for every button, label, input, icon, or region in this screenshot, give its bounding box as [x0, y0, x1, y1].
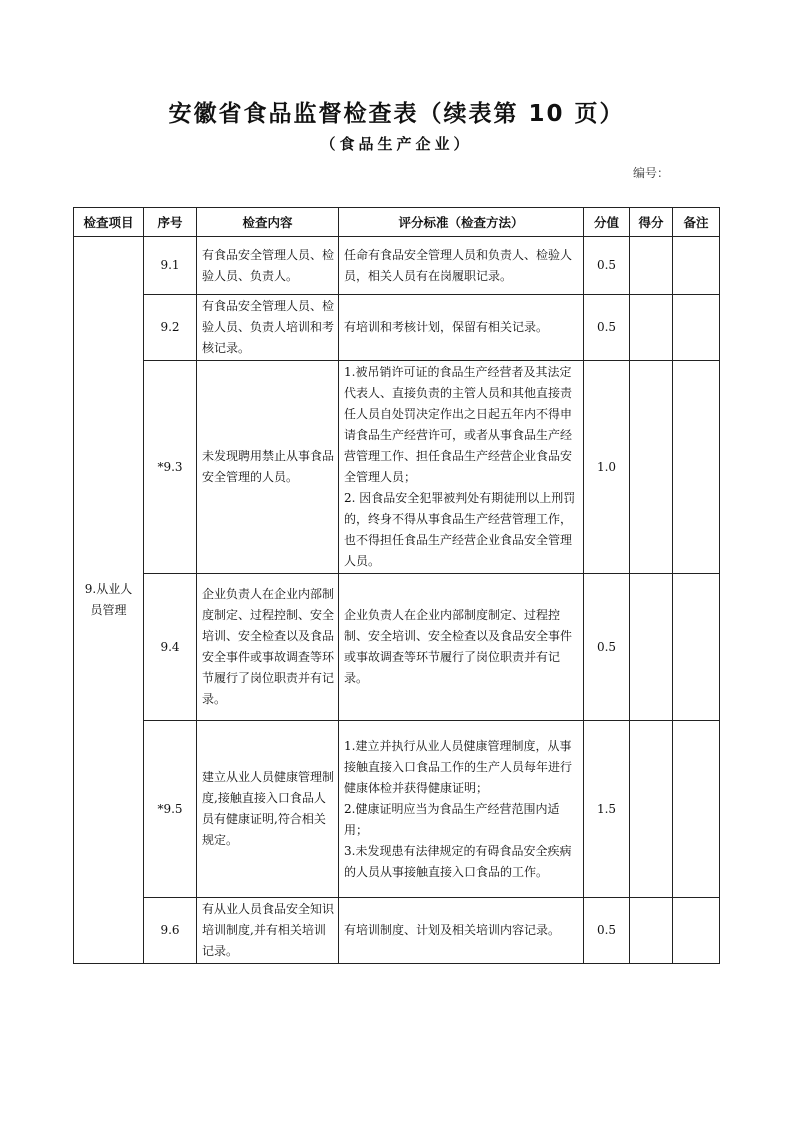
category-label: 9.从业人员管理 — [84, 582, 133, 617]
col-header-no: 序号 — [144, 208, 197, 237]
table-row — [74, 295, 720, 361]
row-note-input[interactable] — [673, 237, 720, 295]
row-got-input[interactable] — [630, 361, 673, 574]
row-got-input[interactable] — [630, 574, 673, 721]
page-title: 安徽省食品监督检查表（续表第 10 页） — [168, 101, 625, 127]
row-no: 9.4 — [144, 574, 197, 721]
row-note-input[interactable] — [673, 295, 720, 361]
row-got-input[interactable] — [630, 898, 673, 964]
row-content: 有食品安全管理人员、检验人员、负责人培训和考核记录。 — [197, 295, 339, 361]
standard-line: 3.未发现患有法律规定的有碍食品安全疾病的人员从事接触直接入口食品的工作。 — [344, 843, 572, 879]
row-note-input[interactable] — [673, 898, 720, 964]
row-score: 0.5 — [584, 898, 630, 964]
col-header-content: 检查内容 — [197, 208, 339, 237]
row-score: 0.5 — [584, 574, 630, 721]
standard-line: 企业负责人在企业内部制度制定、过程控制、安全培训、安全检查以及食品安全事件或事故调查等环节履行了岗位职责并有记录。 — [344, 608, 573, 685]
standard-line: 1.被吊销许可证的食品生产经营者及其法定代表人、直接负责的主管人员和其他直接责任人员自处罚决定作出之日起五年内不得申请食品生产经营许可，或者从事食品生产经营管理工作、担任食品生产经营企业食品安全管理人员； — [344, 365, 573, 484]
category-cell — [74, 237, 144, 964]
table-row — [74, 361, 720, 574]
table-header-row — [74, 208, 720, 237]
row-standard — [339, 721, 584, 898]
page-subtitle: （食品生产企业） — [320, 135, 473, 153]
row-standard — [339, 295, 584, 361]
table-row — [74, 721, 720, 898]
row-content: 建立从业人员健康管理制度,接触直接入口食品人员有健康证明,符合相关规定。 — [197, 721, 339, 898]
row-no: 9.2 — [144, 295, 197, 361]
row-content: 企业负责人在企业内部制度制定、过程控制、安全培训、安全检查以及食品安全事件或事故调查等环节履行了岗位职责并有记录。 — [197, 574, 339, 721]
col-header-score: 分值 — [584, 208, 630, 237]
row-got-input[interactable] — [630, 721, 673, 898]
col-header-got: 得分 — [630, 208, 673, 237]
row-score: 1.0 — [584, 361, 630, 574]
standard-line: 有培训制度、计划及相关培训内容记录。 — [344, 923, 561, 937]
row-got-input[interactable] — [630, 295, 673, 361]
serial-number-label: 编号： — [633, 166, 670, 180]
row-note-input[interactable] — [673, 574, 720, 721]
row-no: 9.6 — [144, 898, 197, 964]
col-header-note: 备注 — [673, 208, 720, 237]
row-content: 有从业人员食品安全知识培训制度,并有相关培训记录。 — [197, 898, 339, 964]
row-no: *9.3 — [144, 361, 197, 574]
row-standard — [339, 237, 584, 295]
row-got-input[interactable] — [630, 237, 673, 295]
row-note-input[interactable] — [673, 721, 720, 898]
inspection-table — [73, 207, 720, 964]
row-standard — [339, 898, 584, 964]
standard-line: 有培训和考核计划，保留有相关记录。 — [344, 320, 549, 334]
col-header-standard: 评分标准（检查方法） — [339, 208, 584, 237]
row-score: 0.5 — [584, 295, 630, 361]
row-note-input[interactable] — [673, 361, 720, 574]
table-row — [74, 898, 720, 964]
row-standard — [339, 361, 584, 574]
row-no: *9.5 — [144, 721, 197, 898]
row-content: 未发现聘用禁止从事食品安全管理的人员。 — [197, 361, 339, 574]
table-row — [74, 574, 720, 721]
row-score: 0.5 — [584, 237, 630, 295]
standard-line: 2. 因食品安全犯罪被判处有期徒刑以上刑罚的，终身不得从事食品生产经营管理工作，也不得担任食品生产经营企业食品安全管理人员。 — [344, 491, 576, 568]
col-header-item: 检查项目 — [74, 208, 144, 237]
standard-line: 任命有食品安全管理人员和负责人、检验人员，相关人员有在岗履职记录。 — [344, 247, 573, 283]
row-score: 1.5 — [584, 721, 630, 898]
standard-line: 1.建立并执行从业人员健康管理制度，从事接触直接入口食品工作的生产人员每年进行健康体检并获得健康证明； — [344, 738, 573, 795]
table-row — [74, 237, 720, 295]
row-no: 9.1 — [144, 237, 197, 295]
standard-line: 2.健康证明应当为食品生产经营范围内适用； — [344, 801, 560, 837]
row-standard — [339, 574, 584, 721]
row-content: 有食品安全管理人员、检验人员、负责人。 — [197, 237, 339, 295]
